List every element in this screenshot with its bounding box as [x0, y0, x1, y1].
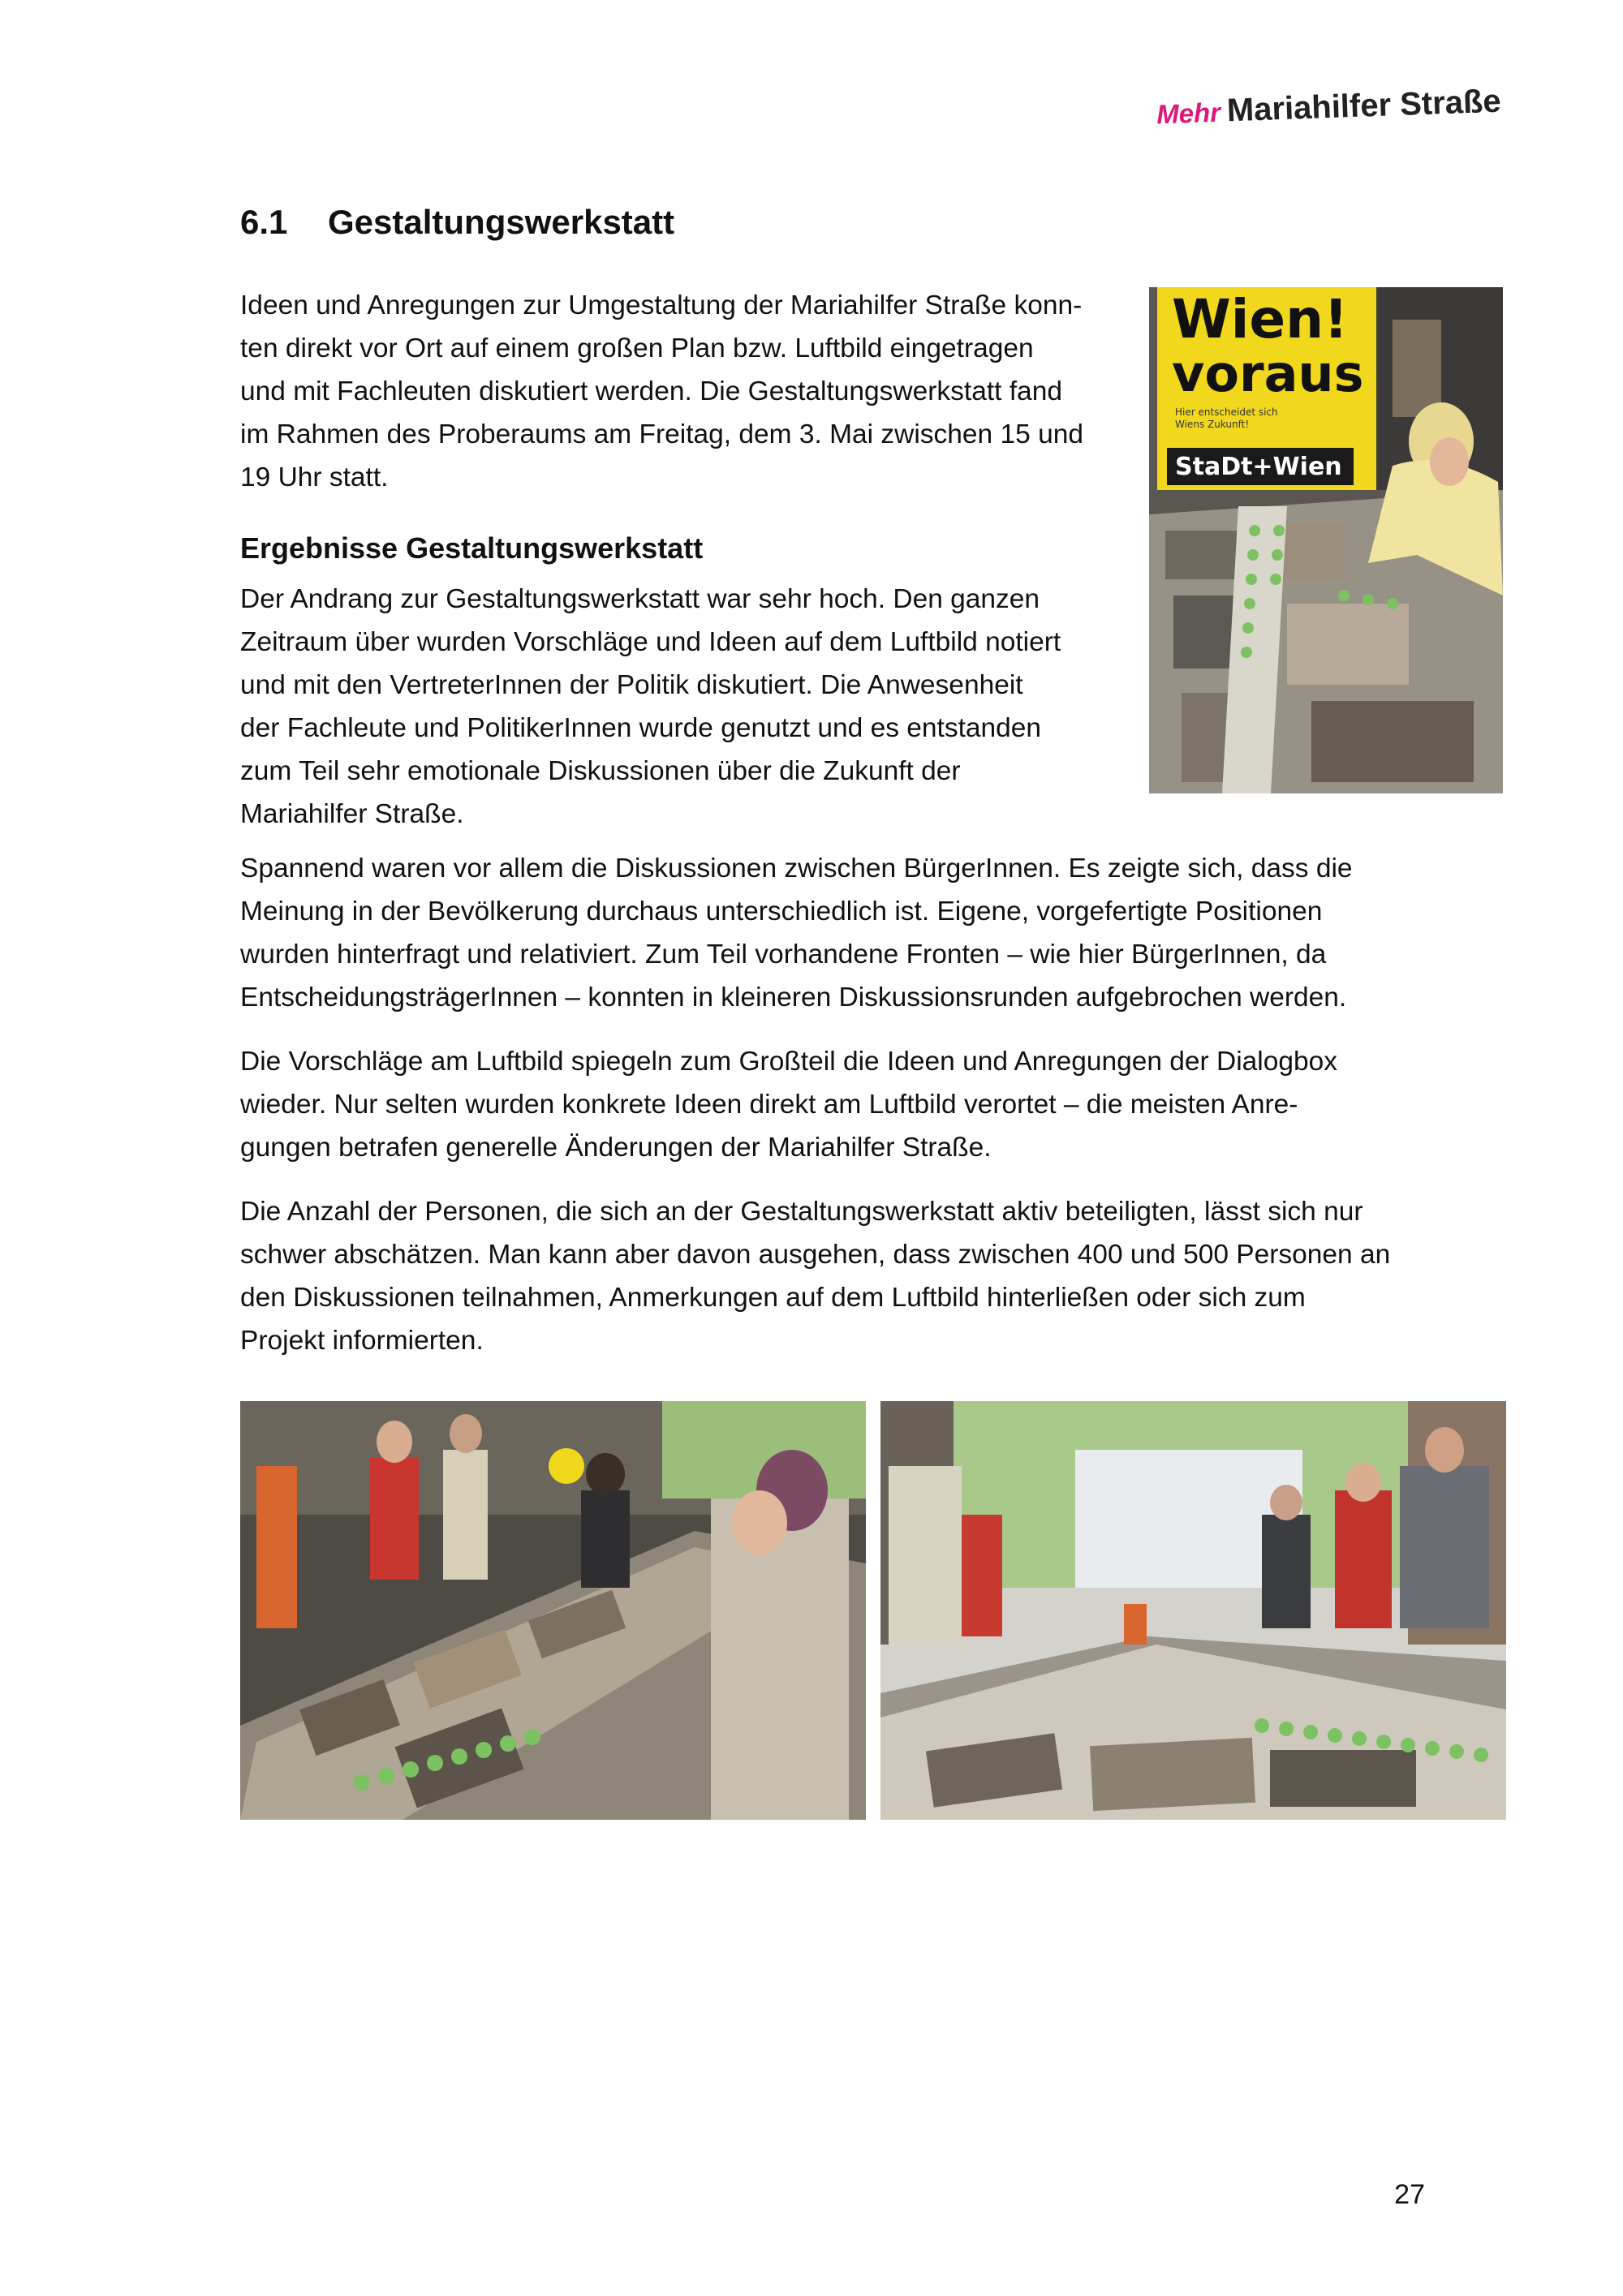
text-line: und mit Fachleuten diskutiert werden. Die Gestaltungswerkstatt fand — [240, 376, 1062, 406]
text-line: Zeitraum über wurden Vorschläge und Ideen auf dem Luftbild notiert — [240, 627, 1061, 657]
photo-crowd-left — [240, 1401, 866, 1820]
text-line: gungen betrafen generelle Änderungen der Mariahilfer Straße. — [240, 1133, 992, 1163]
section-title: Gestaltungswerkstatt — [328, 203, 675, 241]
photo-crowd-left-image — [240, 1401, 866, 1820]
logo-title: Mariahilfer Straße — [1226, 83, 1502, 129]
sign-brand: StaDt+Wien — [1175, 453, 1342, 481]
section-heading — [240, 203, 674, 242]
text-line: im Rahmen des Proberaums am Freitag, dem 3. Mai zwischen 15 und — [240, 419, 1083, 449]
discussion-paragraph — [240, 847, 1393, 1019]
photo-sign-and-map-image — [1149, 287, 1503, 793]
logo-prefix: Mehr — [1156, 97, 1221, 130]
text-line: wieder. Nur selten wurden konkrete Ideen direkt am Luftbild verortet – die meisten Anre- — [240, 1090, 1298, 1120]
text-line: wurden hinterfragt und relativiert. Zum Teil vorhandene Fronten – wie hier BürgerInnen, da — [240, 939, 1327, 970]
text-line: den Diskussionen teilnahmen, Anmerkungen auf dem Luftbild hinterließen oder sich zum — [240, 1283, 1306, 1313]
proposals-paragraph — [240, 1040, 1393, 1169]
text-line: Ideen und Anregungen zur Umgestaltung der Mariahilfer Straße konn- — [240, 290, 1083, 320]
sign-subtext-1: Hier entscheidet sich — [1175, 406, 1278, 418]
photo-sign-and-map — [1149, 287, 1503, 793]
text-line: 19 Uhr statt. — [240, 462, 389, 492]
photo-crowd-right-image — [880, 1401, 1506, 1820]
text-line: Die Vorschläge am Luftbild spiegeln zum Großteil die Ideen und Anregungen der Dialogbox — [240, 1047, 1338, 1077]
results-heading: Ergebnisse Gestaltungswerkstatt — [240, 531, 704, 565]
text-line: Mariahilfer Straße. — [240, 799, 464, 829]
text-line: Projekt informierten. — [240, 1326, 484, 1356]
text-line: Spannend waren vor allem die Diskussionen zwischen BürgerInnen. Es zeigte sich, dass die — [240, 853, 1353, 884]
text-line: und mit den VertreterInnen der Politik diskutiert. Die Anwesenheit — [240, 670, 1023, 700]
intro-paragraph — [240, 284, 1125, 499]
text-line: schwer abschätzen. Man kann aber davon ausgehen, dass zwischen 400 und 500 Personen an — [240, 1240, 1391, 1270]
text-line: Meinung in der Bevölkerung durchaus unterschiedlich ist. Eigene, vorgefertigte Positionen — [240, 896, 1323, 927]
text-line: ten direkt vor Ort auf einem großen Plan bzw. Luftbild eingetragen — [240, 333, 1034, 363]
section-number: 6.1 — [240, 203, 288, 241]
page-number: 27 — [1394, 2179, 1425, 2210]
text-line: Der Andrang zur Gestaltungswerkstatt war sehr hoch. Den ganzen — [240, 584, 1040, 614]
sign-subtext-2: Wiens Zukunft! — [1175, 419, 1250, 430]
text-line: zum Teil sehr emotionale Diskussionen über die Zukunft der — [240, 756, 961, 786]
photo-crowd-right — [880, 1401, 1506, 1820]
sign-headline-1: Wien! — [1172, 288, 1349, 350]
participants-paragraph — [240, 1190, 1393, 1362]
header-logo — [1156, 84, 1502, 132]
sign-headline-2: voraus — [1172, 344, 1364, 403]
text-line: Die Anzahl der Personen, die sich an der Gestaltungswerkstatt aktiv beteiligten, lässt sich nur — [240, 1197, 1363, 1227]
text-line: der Fachleute und PolitikerInnen wurde genutzt und es entstanden — [240, 713, 1042, 743]
text-line: EntscheidungsträgerInnen – konnten in kleineren Diskussionsrunden aufgebrochen werden. — [240, 982, 1347, 1013]
results-paragraph — [240, 578, 1125, 836]
